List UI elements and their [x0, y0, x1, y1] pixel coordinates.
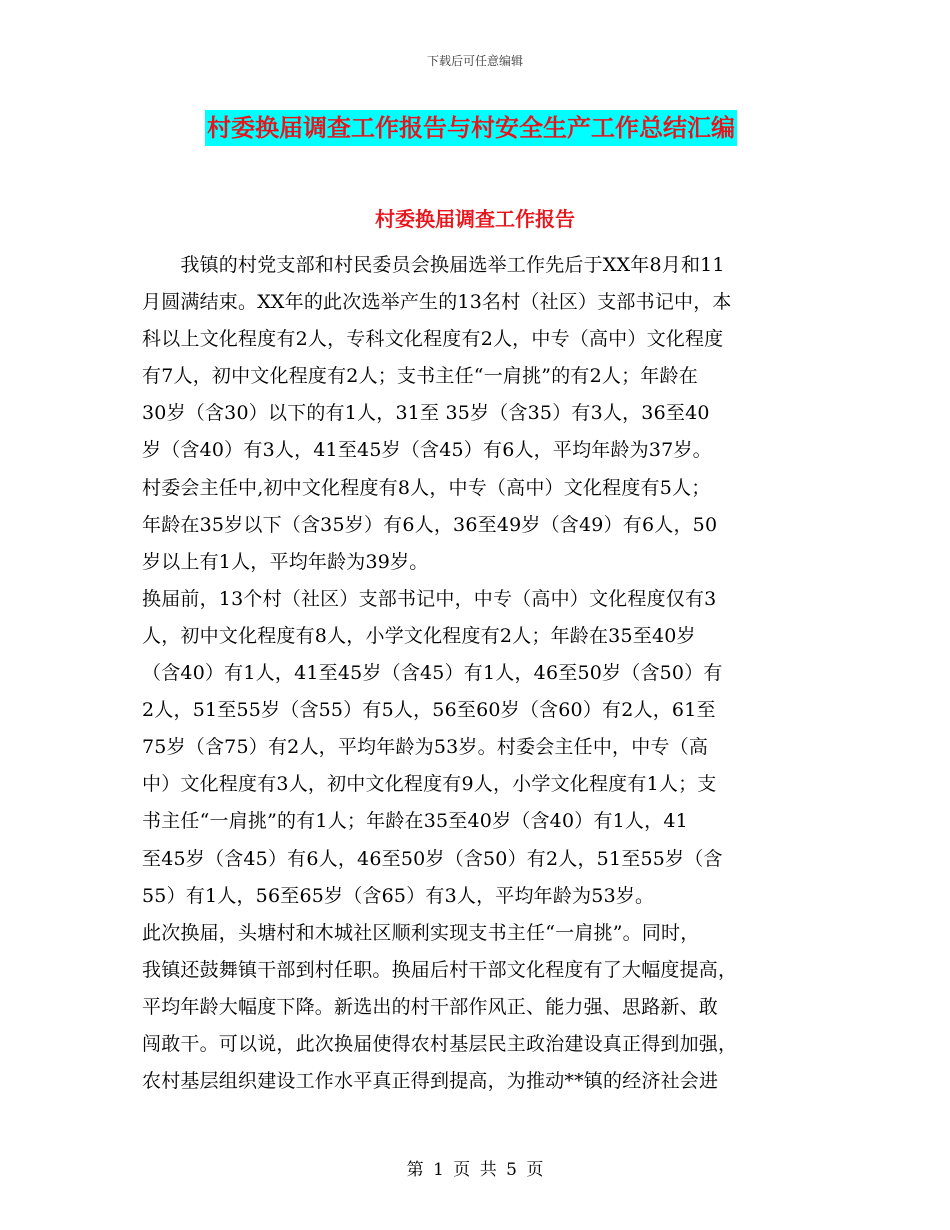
- body-line: 书主任“一肩挑”的有1人；年龄在35至40岁（含40）有1人，41: [142, 810, 688, 833]
- body-line: 30岁（含30）以下的有1人，31至 35岁（含35）有3人，36至40: [142, 402, 710, 425]
- page-number: 第 1 页 共 5 页: [406, 1160, 544, 1180]
- body-line: 此次换届，头塘村和木城社区顺利实现支书主任“一肩挑”。同时，: [142, 921, 700, 944]
- body-line: 农村基层组织建设工作水平真正得到提高，为推动**镇的经济社会进: [142, 1070, 719, 1093]
- body-line: 75岁（含75）有2人，平均年龄为53岁。村委会主任中，中专（高: [142, 736, 709, 759]
- body-line: 有7人，初中文化程度有2人；支书主任“一肩挑”的有2人；年龄在: [142, 365, 698, 388]
- page-header-note: 下载后可任意编辑: [426, 54, 523, 68]
- report-body: [142, 247, 822, 1100]
- body-line: 平均年龄大幅度下降。新选出的村干部作风正、能力强、思路新、敢: [142, 995, 719, 1018]
- body-line: 月圆满结束。XX年的此次选举产生的13名村（社区）支部书记中，本: [142, 291, 732, 314]
- body-line: 我镇的村党支部和村民委员会换届选举工作先后于XX年8月和11: [142, 254, 725, 276]
- section-title: 村委换届调查工作报告: [375, 207, 575, 231]
- body-line: 55）有1人，56至65岁（含65）有3人，平均年龄为53岁。: [142, 884, 655, 907]
- body-line: 闯敢干。可以说，此次换届使得农村基层民主政治建设真正得到加强，: [142, 1032, 738, 1055]
- body-line: 年龄在35岁以下（含35岁）有6人，36至49岁（含49）有6人，50: [142, 513, 718, 536]
- body-line: 科以上文化程度有2人，专科文化程度有2人，中专（高中）文化程度: [142, 328, 724, 351]
- body-line: 换届前，13个村（社区）支部书记中，中专（高中）文化程度仅有3: [142, 587, 717, 610]
- body-line: 岁以上有1人，平均年龄为39岁。: [142, 550, 429, 573]
- body-line: 2人，51至55岁（含55）有5人，56至60岁（含60）有2人，61至: [142, 699, 716, 722]
- body-line: 岁（含40）有3人，41至45岁（含45）有6人，平均年龄为37岁。: [142, 439, 712, 462]
- body-line: 人，初中文化程度有8人，小学文化程度有2人；年龄在35至40岁: [142, 624, 696, 647]
- body-line: 我镇还鼓舞镇干部到村任职。换届后村干部文化程度有了大幅度提高，: [142, 958, 738, 981]
- document-title: 村委换届调查工作报告与村安全生产工作总结汇编: [205, 110, 737, 146]
- body-line: 村委会主任中,初中文化程度有8人，中专（高中）文化程度有5人；: [142, 476, 711, 499]
- body-line: 中）文化程度有3人，初中文化程度有9人，小学文化程度有1人；支: [142, 773, 717, 796]
- body-line: （含40）有1人，41至45岁（含45）有1人，46至50岁（含50）有: [142, 662, 723, 685]
- body-line: 至45岁（含45）有6人，46至50岁（含50）有2人，51至55岁（含: [142, 847, 723, 870]
